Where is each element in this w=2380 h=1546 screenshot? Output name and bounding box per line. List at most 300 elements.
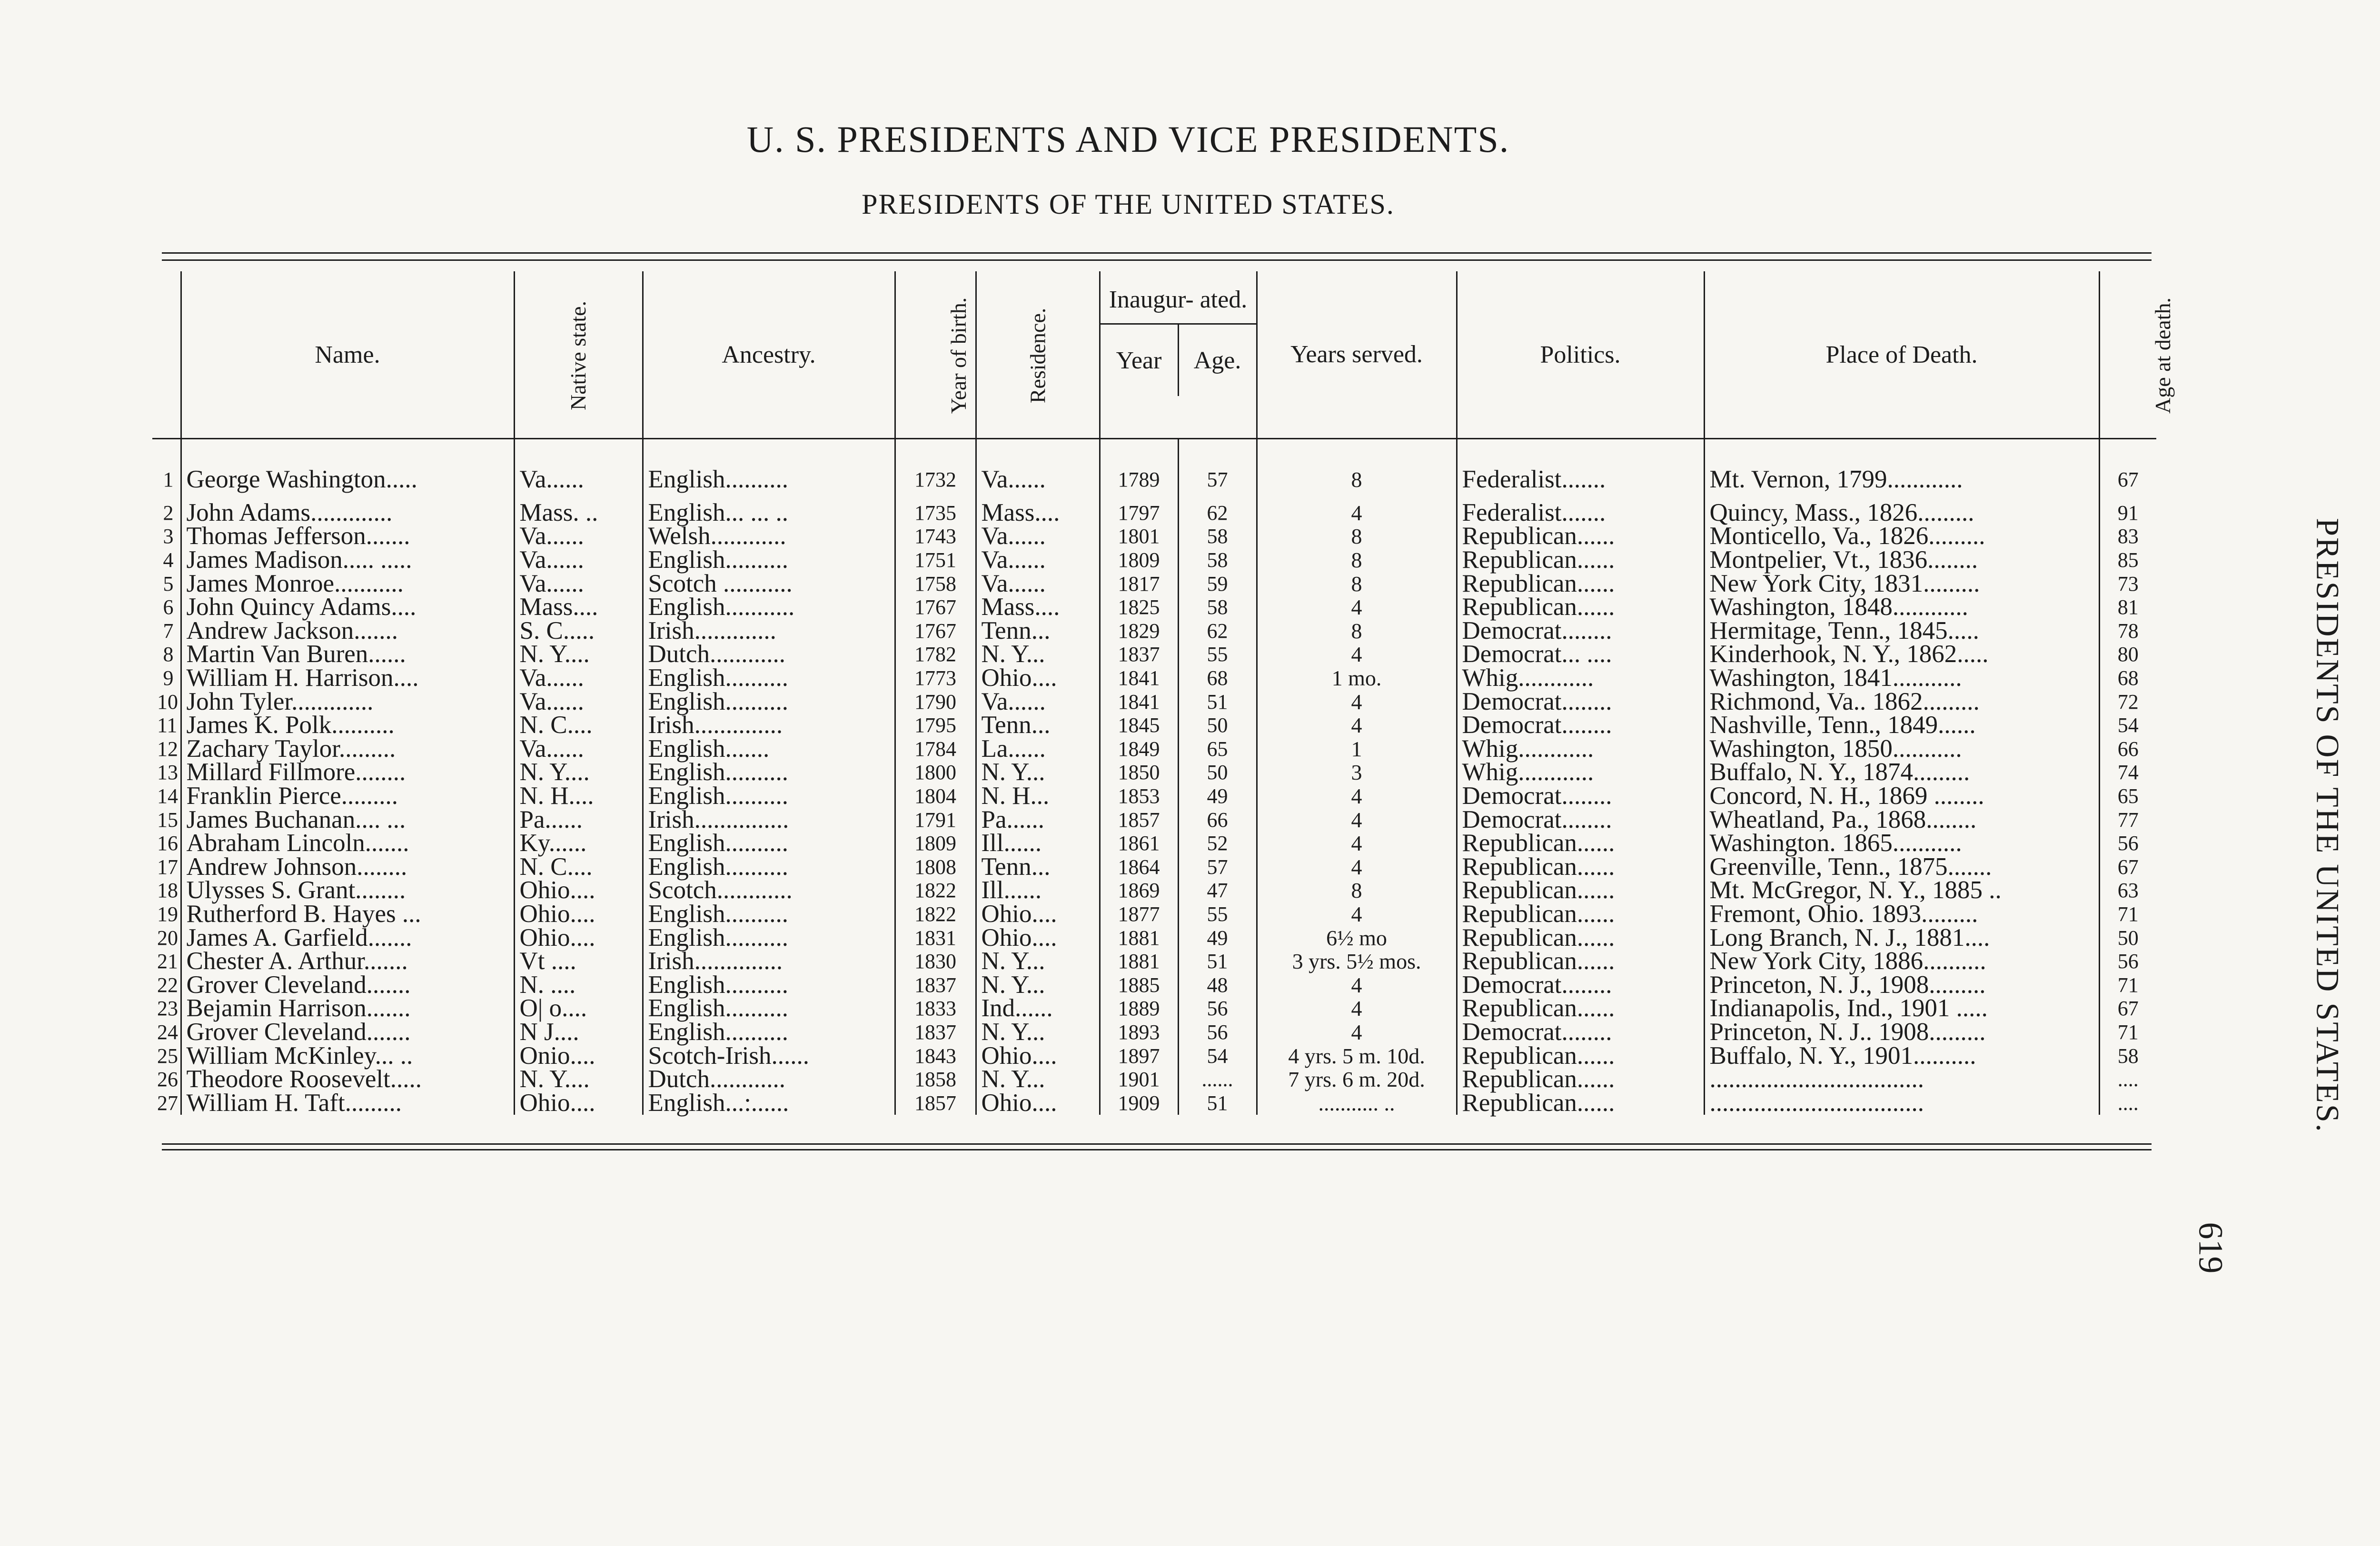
cell-inaugurated-year: 1864 (1100, 855, 1178, 879)
cell-years-served: 8 (1257, 548, 1457, 572)
cell-politics: Republican...... (1457, 855, 1704, 879)
cell-row-number: 4 (163, 548, 174, 572)
cell-age-at-death: 63 (2099, 879, 2156, 902)
table-row (152, 595, 2156, 619)
cell-residence: N. H... (976, 784, 1100, 808)
cell-residence: Va...... (976, 690, 1100, 714)
cell-years-served: 3 (1257, 761, 1457, 784)
table-row (152, 902, 2156, 926)
cell-president-name: John Tyler............. (181, 690, 514, 714)
cell-row-number: 21 (157, 950, 178, 973)
cell-residence: N. Y... (976, 643, 1100, 666)
table-row (152, 525, 2156, 548)
cell-year-of-birth: 1767 (895, 619, 976, 643)
cell-year-of-birth: 1767 (895, 595, 976, 619)
cell-row-number: 27 (157, 1091, 178, 1115)
cell-ancestry: Dutch............ (643, 1068, 895, 1091)
header-years-served: Years served. (1257, 271, 1457, 439)
cell-place-of-death: Indianapolis, Ind., 1901 ..... (1704, 997, 2099, 1021)
cell-inaugurated-age: 52 (1178, 832, 1257, 855)
cell-inaugurated-year: 1817 (1100, 572, 1178, 595)
cell-year-of-birth: 1843 (895, 1044, 976, 1068)
cell-year-of-birth: 1822 (895, 902, 976, 926)
cell-years-served: 4 (1257, 714, 1457, 737)
cell-inaugurated-year: 1901 (1100, 1068, 1178, 1091)
cell-politics: Republican...... (1457, 572, 1704, 595)
cell-inaugurated-age: 50 (1178, 761, 1257, 784)
cell-inaugurated-year: 1881 (1100, 950, 1178, 973)
header-native-state (514, 271, 643, 439)
table-row (152, 548, 2156, 572)
cell-row-number: 18 (157, 879, 178, 902)
cell-inaugurated-age: 68 (1178, 666, 1257, 690)
cell-years-served: 1 (1257, 737, 1457, 761)
cell-row-number: 7 (163, 619, 174, 643)
cell-politics: Republican...... (1457, 832, 1704, 855)
cell-row-number: 6 (163, 595, 174, 619)
table-row (152, 926, 2156, 950)
header-inaugurated (1100, 271, 1257, 439)
cell-years-served: 1 mo. (1257, 666, 1457, 690)
cell-native-state: Ohio.... (514, 1091, 643, 1115)
cell-year-of-birth: 1808 (895, 855, 976, 879)
cell-years-served: 6½ mo (1257, 926, 1457, 950)
cell-president-name: Millard Fillmore........ (181, 761, 514, 784)
cell-row-number: 25 (157, 1044, 178, 1068)
cell-inaugurated-age: 55 (1178, 902, 1257, 926)
bottom-rule (162, 1143, 2152, 1145)
cell-president-name: Zachary Taylor......... (181, 737, 514, 761)
cell-inaugurated-year: 1797 (1100, 501, 1178, 525)
cell-years-served: 8 (1257, 525, 1457, 548)
cell-ancestry: Irish.............. (643, 950, 895, 973)
cell-years-served: 8 (1257, 619, 1457, 643)
cell-native-state: Ohio.... (514, 926, 643, 950)
cell-row-number: 15 (157, 808, 178, 832)
cell-row-number: 22 (157, 973, 178, 997)
table-row (152, 1044, 2156, 1068)
cell-ancestry: English...:...... (643, 1091, 895, 1115)
cell-inaugurated-year: 1869 (1100, 879, 1178, 902)
cell-ancestry: Irish............. (643, 619, 895, 643)
cell-politics: Democrat... .... (1457, 643, 1704, 666)
cell-place-of-death: Long Branch, N. J., 1881.... (1704, 926, 2099, 950)
cell-residence: Mass.... (976, 501, 1100, 525)
cell-native-state: N. H.... (514, 784, 643, 808)
table-row (152, 1091, 2156, 1115)
cell-residence: N. Y... (976, 1021, 1100, 1044)
cell-politics: Republican...... (1457, 548, 1704, 572)
cell-years-served: 7 yrs. 6 m. 20d. (1257, 1068, 1457, 1091)
cell-place-of-death: New York City, 1831......... (1704, 572, 2099, 595)
cell-year-of-birth: 1751 (895, 548, 976, 572)
cell-years-served: 4 (1257, 595, 1457, 619)
cell-residence: Ohio.... (976, 666, 1100, 690)
cell-inaugurated-year: 1850 (1100, 761, 1178, 784)
cell-place-of-death: New York City, 1886.......... (1704, 950, 2099, 973)
cell-place-of-death: Washington, 1848............ (1704, 595, 2099, 619)
cell-years-served: 4 yrs. 5 m. 10d. (1257, 1044, 1457, 1068)
cell-age-at-death: 67 (2099, 439, 2156, 501)
header-name: Name. (181, 271, 514, 439)
cell-ancestry: English.......... (643, 761, 895, 784)
page-number: 619 (2192, 1222, 2230, 1274)
cell-age-at-death: 78 (2099, 619, 2156, 643)
cell-inaugurated-age: 62 (1178, 501, 1257, 525)
cell-inaugurated-age: 58 (1178, 525, 1257, 548)
cell-native-state: Vt .... (514, 950, 643, 973)
table-row (152, 714, 2156, 737)
table-row (152, 666, 2156, 690)
header-place-of-death: Place of Death. (1704, 271, 2099, 439)
cell-place-of-death: Kinderhook, N. Y., 1862..... (1704, 643, 2099, 666)
cell-ancestry: English.......... (643, 1021, 895, 1044)
cell-politics: Democrat........ (1457, 1021, 1704, 1044)
cell-politics: Whig............ (1457, 761, 1704, 784)
cell-year-of-birth: 1831 (895, 926, 976, 950)
cell-inaugurated-age: 54 (1178, 1044, 1257, 1068)
header-native-state-text: Native state. (565, 300, 590, 410)
cell-place-of-death: Fremont, Ohio. 1893......... (1704, 902, 2099, 926)
cell-politics: Republican...... (1457, 595, 1704, 619)
cell-native-state: Ohio.... (514, 902, 643, 926)
header-age-at-death (2099, 271, 2175, 439)
cell-inaugurated-year: 1837 (1100, 643, 1178, 666)
cell-politics: Federalist....... (1457, 439, 1704, 501)
cell-years-served: 3 yrs. 5½ mos. (1257, 950, 1457, 973)
table-row (152, 950, 2156, 973)
cell-residence: Va...... (976, 548, 1100, 572)
cell-president-name: Abraham Lincoln....... (181, 832, 514, 855)
cell-ancestry: English.......... (643, 666, 895, 690)
cell-inaugurated-year: 1789 (1100, 439, 1178, 501)
cell-year-of-birth: 1833 (895, 997, 976, 1021)
cell-inaugurated-age: 49 (1178, 784, 1257, 808)
table-row (152, 439, 2156, 501)
cell-place-of-death: Montpelier, Vt., 1836........ (1704, 548, 2099, 572)
table-row (152, 784, 2156, 808)
cell-age-at-death: 81 (2099, 595, 2156, 619)
cell-row-number: 13 (157, 761, 178, 784)
cell-ancestry: English....... (643, 737, 895, 761)
cell-row-number: 8 (163, 643, 174, 666)
cell-age-at-death: 67 (2099, 997, 2156, 1021)
cell-place-of-death: .................................. (1704, 1068, 2099, 1091)
cell-president-name: Ulysses S. Grant........ (181, 879, 514, 902)
header-inaug-year: Year (1101, 325, 1179, 396)
cell-place-of-death: Concord, N. H., 1869 ........ (1704, 784, 2099, 808)
cell-age-at-death: 71 (2099, 902, 2156, 926)
cell-year-of-birth: 1735 (895, 501, 976, 525)
header-inaugurated-label: Inaugur- ated. (1101, 271, 1256, 325)
cell-president-name: James K. Polk.......... (181, 714, 514, 737)
cell-year-of-birth: 1822 (895, 879, 976, 902)
cell-years-served: 8 (1257, 879, 1457, 902)
cell-native-state: Va...... (514, 439, 643, 501)
cell-residence: N. Y... (976, 1068, 1100, 1091)
cell-year-of-birth: 1809 (895, 832, 976, 855)
cell-age-at-death: 71 (2099, 1021, 2156, 1044)
cell-inaugurated-age: ...... (1178, 1068, 1257, 1091)
table-row (152, 973, 2156, 997)
cell-residence: Tenn... (976, 619, 1100, 643)
cell-politics: Democrat........ (1457, 973, 1704, 997)
cell-year-of-birth: 1800 (895, 761, 976, 784)
cell-year-of-birth: 1782 (895, 643, 976, 666)
table-row (152, 690, 2156, 714)
cell-year-of-birth: 1837 (895, 1021, 976, 1044)
cell-politics: Whig............ (1457, 737, 1704, 761)
cell-row-number: 26 (157, 1068, 178, 1091)
cell-politics: Republican...... (1457, 879, 1704, 902)
cell-row-number: 24 (157, 1020, 178, 1044)
header-politics: Politics. (1457, 271, 1704, 439)
cell-ancestry: English.......... (643, 832, 895, 855)
cell-year-of-birth: 1830 (895, 950, 976, 973)
cell-age-at-death: .... (2099, 1091, 2156, 1115)
cell-politics: Republican...... (1457, 997, 1704, 1021)
cell-year-of-birth: 1758 (895, 572, 976, 595)
cell-president-name: Grover Cleveland....... (181, 1021, 514, 1044)
cell-year-of-birth: 1743 (895, 525, 976, 548)
cell-ancestry: English... ... .. (643, 501, 895, 525)
cell-residence: Ill...... (976, 832, 1100, 855)
table-row (152, 879, 2156, 902)
cell-ancestry: English.......... (643, 973, 895, 997)
cell-inaugurated-year: 1885 (1100, 973, 1178, 997)
cell-year-of-birth: 1790 (895, 690, 976, 714)
cell-place-of-death: Mt. Vernon, 1799............ (1704, 439, 2099, 501)
header-inaug-age: Age. (1193, 347, 1241, 374)
cell-politics: Democrat........ (1457, 784, 1704, 808)
cell-politics: Republican...... (1457, 926, 1704, 950)
cell-year-of-birth: 1858 (895, 1068, 976, 1091)
cell-inaugurated-year: 1829 (1100, 619, 1178, 643)
cell-age-at-death: 73 (2099, 572, 2156, 595)
header-residence-text: Residence. (1025, 307, 1050, 403)
cell-native-state: N. C.... (514, 855, 643, 879)
cell-ancestry: English........... (643, 595, 895, 619)
cell-year-of-birth: 1857 (895, 1091, 976, 1115)
cell-president-name: James Monroe........... (181, 572, 514, 595)
header-year-of-birth-text: Year of birth. (946, 297, 971, 414)
header-age-at-death-text: Age at death. (2150, 297, 2175, 414)
cell-inaugurated-age: 55 (1178, 643, 1257, 666)
cell-inaugurated-age: 57 (1178, 855, 1257, 879)
cell-row-number: 17 (157, 855, 178, 879)
cell-year-of-birth: 1837 (895, 973, 976, 997)
cell-place-of-death: Washington, 1841........... (1704, 666, 2099, 690)
cell-place-of-death: Princeton, N. J.. 1908......... (1704, 1021, 2099, 1044)
table-row (152, 832, 2156, 855)
cell-ancestry: Irish............... (643, 808, 895, 832)
cell-native-state: N. C.... (514, 714, 643, 737)
cell-native-state: Va...... (514, 737, 643, 761)
cell-ancestry: Irish.............. (643, 714, 895, 737)
cell-place-of-death: Nashville, Tenn., 1849...... (1704, 714, 2099, 737)
cell-politics: Republican...... (1457, 1044, 1704, 1068)
cell-native-state: Va...... (514, 690, 643, 714)
cell-row-number: 11 (157, 714, 178, 737)
cell-politics: Republican...... (1457, 1068, 1704, 1091)
cell-inaugurated-age: 48 (1178, 973, 1257, 997)
cell-inaugurated-year: 1893 (1100, 1021, 1178, 1044)
cell-years-served: 4 (1257, 784, 1457, 808)
cell-native-state: Va...... (514, 572, 643, 595)
cell-residence: N. Y... (976, 973, 1100, 997)
top-rule (162, 252, 2152, 254)
cell-inaugurated-age: 58 (1178, 548, 1257, 572)
table-row (152, 737, 2156, 761)
table-row (152, 643, 2156, 666)
side-title: PRESIDENTS OF THE UNITED STATES. (2310, 518, 2346, 1133)
cell-residence: Mass.... (976, 595, 1100, 619)
cell-native-state: Mass. .. (514, 501, 643, 525)
bottom-rule-inner (162, 1149, 2152, 1150)
cell-ancestry: English.......... (643, 439, 895, 501)
cell-president-name: Chester A. Arthur....... (181, 950, 514, 973)
cell-inaugurated-year: 1801 (1100, 525, 1178, 548)
cell-years-served: 4 (1257, 832, 1457, 855)
cell-age-at-death: 68 (2099, 666, 2156, 690)
cell-place-of-death: Wheatland, Pa., 1868........ (1704, 808, 2099, 832)
cell-row-number: 19 (157, 902, 178, 926)
cell-inaugurated-year: 1877 (1100, 902, 1178, 926)
cell-age-at-death: 72 (2099, 690, 2156, 714)
table-row (152, 855, 2156, 879)
cell-place-of-death: Buffalo, N. Y., 1874......... (1704, 761, 2099, 784)
cell-ancestry: Scotch ........... (643, 572, 895, 595)
top-rule-inner (162, 259, 2152, 261)
cell-residence: Va...... (976, 572, 1100, 595)
cell-ancestry: Welsh............ (643, 525, 895, 548)
table-row (152, 501, 2156, 525)
header-residence (976, 271, 1100, 439)
cell-inaugurated-year: 1889 (1100, 997, 1178, 1021)
cell-inaugurated-age: 51 (1178, 1091, 1257, 1115)
cell-place-of-death: Washington. 1865........... (1704, 832, 2099, 855)
cell-inaugurated-year: 1841 (1100, 666, 1178, 690)
cell-row-number: 3 (163, 525, 174, 548)
cell-inaugurated-year: 1857 (1100, 808, 1178, 832)
cell-native-state: O| o.... (514, 997, 643, 1021)
cell-inaugurated-age: 65 (1178, 737, 1257, 761)
cell-years-served: 8 (1257, 572, 1457, 595)
page-subtitle: PRESIDENTS OF THE UNITED STATES. (862, 188, 1395, 220)
cell-inaugurated-year: 1825 (1100, 595, 1178, 619)
header-number (152, 271, 181, 439)
cell-president-name: James A. Garfield....... (181, 926, 514, 950)
cell-years-served: 4 (1257, 501, 1457, 525)
header-ancestry: Ancestry. (643, 271, 895, 439)
cell-residence: N. Y... (976, 950, 1100, 973)
cell-year-of-birth: 1795 (895, 714, 976, 737)
cell-inaugurated-age: 50 (1178, 714, 1257, 737)
cell-place-of-death: Greenville, Tenn., 1875....... (1704, 855, 2099, 879)
cell-president-name: Rutherford B. Hayes ... (181, 902, 514, 926)
cell-native-state: N J.... (514, 1021, 643, 1044)
cell-age-at-death: 74 (2099, 761, 2156, 784)
cell-inaugurated-year: 1841 (1100, 690, 1178, 714)
cell-place-of-death: Monticello, Va., 1826......... (1704, 525, 2099, 548)
table-row (152, 1021, 2156, 1044)
cell-age-at-death: 56 (2099, 950, 2156, 973)
table-row (152, 808, 2156, 832)
cell-native-state: Ohio.... (514, 879, 643, 902)
cell-row-number: 20 (157, 926, 178, 950)
cell-age-at-death: 67 (2099, 855, 2156, 879)
cell-age-at-death: 83 (2099, 525, 2156, 548)
cell-year-of-birth: 1804 (895, 784, 976, 808)
cell-ancestry: English.......... (643, 902, 895, 926)
header-year-of-birth (895, 271, 976, 439)
cell-ancestry: Scotch-Irish...... (643, 1044, 895, 1068)
cell-inaugurated-age: 49 (1178, 926, 1257, 950)
cell-inaugurated-age: 51 (1178, 690, 1257, 714)
cell-place-of-death: Richmond, Va.. 1862......... (1704, 690, 2099, 714)
cell-inaugurated-age: 66 (1178, 808, 1257, 832)
page-title: U. S. PRESIDENTS AND VICE PRESIDENTS. (746, 119, 1510, 160)
cell-place-of-death: Washington, 1850........... (1704, 737, 2099, 761)
cell-politics: Republican...... (1457, 1091, 1704, 1115)
cell-president-name: John Quincy Adams.... (181, 595, 514, 619)
cell-age-at-death: 54 (2099, 714, 2156, 737)
cell-row-number: 10 (157, 690, 178, 714)
cell-age-at-death: 58 (2099, 1044, 2156, 1068)
cell-inaugurated-age: 58 (1178, 595, 1257, 619)
cell-ancestry: English.......... (643, 926, 895, 950)
cell-inaugurated-year: 1897 (1100, 1044, 1178, 1068)
presidents-table-wrapper (152, 271, 2175, 1117)
cell-president-name: Grover Cleveland....... (181, 973, 514, 997)
table-row (152, 619, 2156, 643)
cell-native-state: Va...... (514, 548, 643, 572)
cell-age-at-death: 91 (2099, 501, 2156, 525)
cell-year-of-birth: 1791 (895, 808, 976, 832)
cell-inaugurated-year: 1809 (1100, 548, 1178, 572)
cell-years-served: 8 (1257, 439, 1457, 501)
cell-age-at-death: 65 (2099, 784, 2156, 808)
cell-years-served: 4 (1257, 855, 1457, 879)
header-inaugurated-sub (1101, 325, 1256, 396)
cell-age-at-death: .... (2099, 1068, 2156, 1091)
cell-inaugurated-year: 1845 (1100, 714, 1178, 737)
cell-president-name: Franklin Pierce......... (181, 784, 514, 808)
cell-row-number: 9 (163, 666, 174, 690)
cell-inaugurated-age: 59 (1178, 572, 1257, 595)
cell-age-at-death: 71 (2099, 973, 2156, 997)
cell-inaugurated-year: 1853 (1100, 784, 1178, 808)
cell-inaugurated-year: 1861 (1100, 832, 1178, 855)
cell-year-of-birth: 1732 (895, 439, 976, 501)
cell-years-served: 4 (1257, 997, 1457, 1021)
cell-inaugurated-age: 51 (1178, 950, 1257, 973)
header-row (152, 271, 2156, 439)
cell-native-state: Va...... (514, 525, 643, 548)
cell-president-name: James Madison..... ..... (181, 548, 514, 572)
cell-year-of-birth: 1773 (895, 666, 976, 690)
cell-residence: Ohio.... (976, 926, 1100, 950)
cell-years-served: 4 (1257, 690, 1457, 714)
cell-president-name: Thomas Jefferson....... (181, 525, 514, 548)
cell-inaugurated-year: 1881 (1100, 926, 1178, 950)
cell-inaugurated-age: 62 (1178, 619, 1257, 643)
cell-ancestry: English.......... (643, 548, 895, 572)
cell-native-state: N. .... (514, 973, 643, 997)
cell-row-number: 14 (157, 784, 178, 808)
cell-residence: Ohio.... (976, 902, 1100, 926)
cell-president-name: James Buchanan.... ... (181, 808, 514, 832)
